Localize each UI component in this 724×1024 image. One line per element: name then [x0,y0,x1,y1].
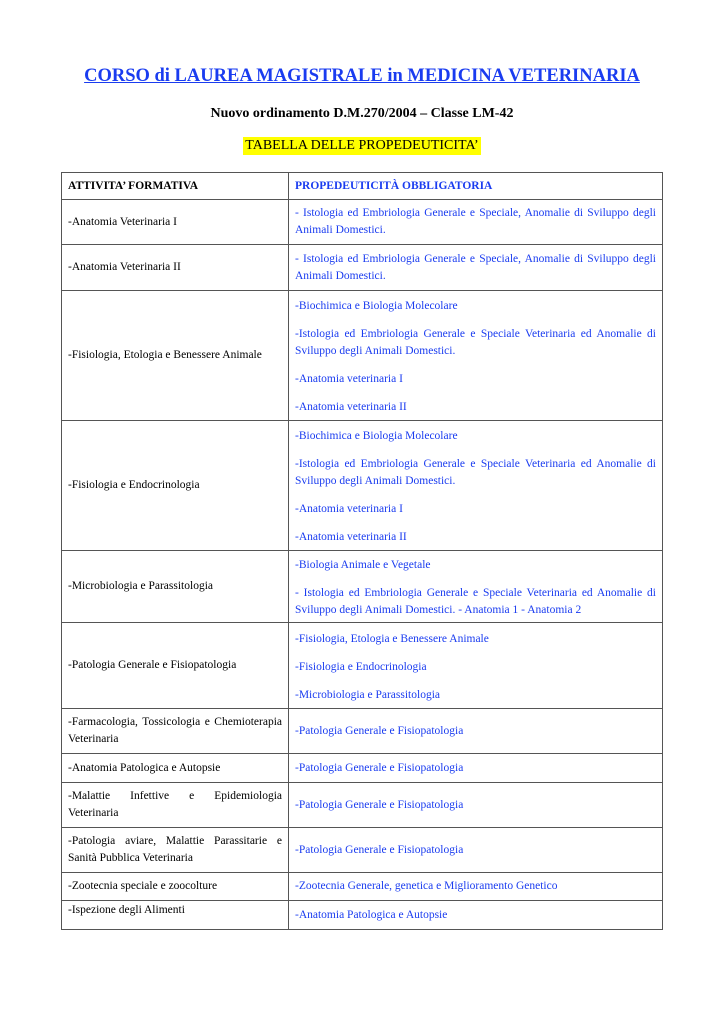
table-row [62,200,663,245]
table-heading-wrapper [0,136,724,155]
activity-cell: -Malattie Infettive e Epidemiologia Veterinaria [62,783,289,828]
prerequisite-item: -Patologia Generale e Fisiopatologia [295,761,464,774]
prerequisite-cell [289,245,663,291]
prerequisite-item: -Biochimica e Biologia Molecolare [295,300,458,312]
prerequisite-item: -Anatomia Patologica e Autopsie [295,909,448,921]
prerequisite-item: - Istologia ed Embriologia Generale e Speciale, Anomalie di Sviluppo degli Animali Domestici. [295,252,656,282]
prerequisite-item: -Anatomia veterinaria I [295,503,403,515]
prerequisite-item: -Biochimica e Biologia Molecolare [295,430,458,442]
table-row [62,245,663,291]
prerequisite-cell [289,421,663,551]
prerequisite-item: -Anatomia veterinaria II [295,531,407,543]
prerequisite-item: -Istologia ed Embriologia Generale e Speciale Veterinaria ed Anomalie di Sviluppo degli Animali Domestici. [295,328,656,357]
activity-cell: -Microbiologia e Parassitologia [62,551,289,623]
activity-cell: -Farmacologia, Tossicologia e Chemioterapia Veterinaria [62,709,289,754]
header-activity: ATTIVITA’ FORMATIVA [62,173,289,200]
table-row [62,828,663,873]
table-row [62,901,663,930]
table-row [62,291,663,421]
activity-cell: -Patologia aviare, Malattie Parassitarie e Sanità Pubblica Veterinaria [62,828,289,873]
activity-cell: -Anatomia Patologica e Autopsie [62,754,289,783]
prerequisite-cell [289,200,663,245]
document-title: CORSO di LAUREA MAGISTRALE in MEDICINA VETERINARIA [84,66,640,86]
table-row [62,421,663,551]
table-row [62,709,663,754]
prerequisite-item: -Zootecnia Generale, genetica e Miglioramento Genetico [295,880,558,892]
header-prerequisite: PROPEDEUTICITÀ OBBLIGATORIA [289,173,663,200]
prerequisite-item: -Anatomia veterinaria I [295,373,403,385]
prerequisite-item: - Istologia ed Embriologia Generale e Speciale, Anomalie di Sviluppo degli Animali Domestici. [295,207,656,236]
prerequisite-item: - Istologia ed Embriologia Generale e Speciale Veterinaria ed Anomalie di Sviluppo degli Animali Domestici. - Anatomia 1 - Anatomia 2 [295,587,656,616]
prerequisite-cell [289,709,663,754]
prerequisite-item: -Anatomia veterinaria II [295,401,407,413]
table-header-row [62,173,663,200]
prerequisite-cell [289,901,663,930]
table-row [62,754,663,783]
activity-cell: -Patologia Generale e Fisiopatologia [62,623,289,709]
prerequisite-item: -Microbiologia e Parassitologia [295,688,440,701]
prerequisite-cell [289,873,663,901]
activity-cell: -Anatomia Veterinaria II [62,245,289,291]
prerequisite-cell [289,783,663,828]
activity-cell: -Ispezione degli Alimenti [62,901,289,930]
prerequisite-cell [289,828,663,873]
table-row [62,783,663,828]
prerequisite-cell [289,291,663,421]
activity-cell: -Fisiologia e Endocrinologia [62,421,289,551]
table-row [62,551,663,623]
prerequisite-cell [289,754,663,783]
table-row [62,623,663,709]
prerequisites-table [61,172,663,930]
prerequisite-cell [289,623,663,709]
prerequisite-item: -Patologia Generale e Fisiopatologia [295,724,464,737]
prerequisite-item: -Patologia Generale e Fisiopatologia [295,798,464,811]
prerequisite-cell [289,551,663,623]
prerequisite-item: -Fisiologia, Etologia e Benessere Animale [295,632,489,645]
document-subtitle: Nuovo ordinamento D.M.270/2004 – Classe LM-42 [210,106,514,121]
prerequisite-item: -Fisiologia e Endocrinologia [295,660,427,673]
prerequisite-item: -Patologia Generale e Fisiopatologia [295,843,464,856]
activity-cell: -Zootecnia speciale e zoocolture [62,873,289,901]
prerequisite-item: -Biologia Animale e Vegetale [295,559,431,571]
activity-cell: -Anatomia Veterinaria I [62,200,289,245]
table-heading: TABELLA DELLE PROPEDEUTICITA’ [245,138,479,153]
activity-cell: -Fisiologia, Etologia e Benessere Animale [62,291,289,421]
prerequisite-item: -Istologia ed Embriologia Generale e Speciale Veterinaria ed Anomalie di Sviluppo degli Animali Domestici. [295,458,656,487]
table-row [62,873,663,901]
